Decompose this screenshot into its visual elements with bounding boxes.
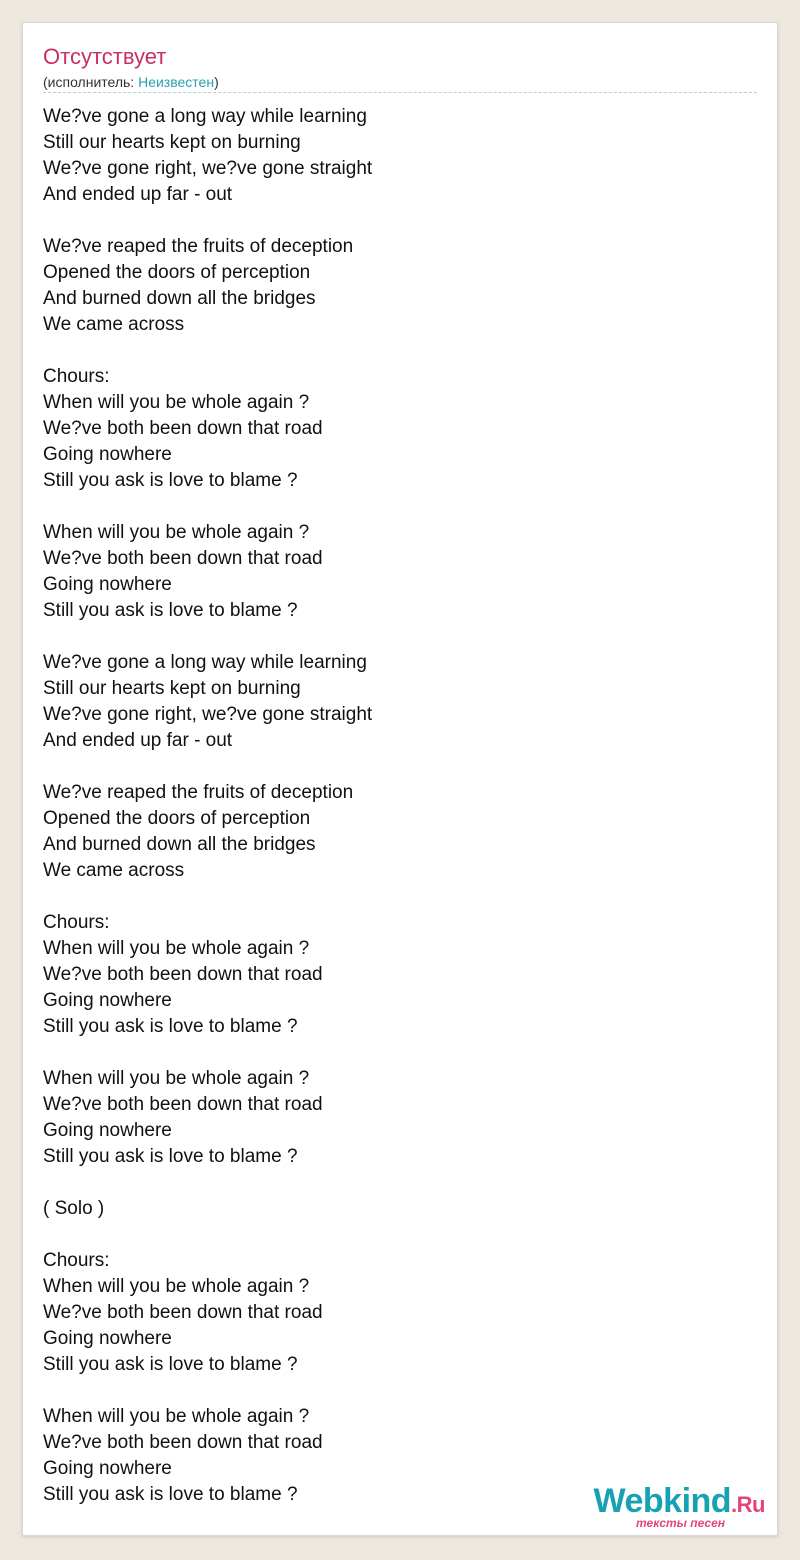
lyric-line	[43, 1040, 372, 1066]
lyric-line: We came across	[43, 314, 185, 335]
lyric-line: We came across	[43, 860, 185, 881]
lyric-line: And ended up far - out	[43, 730, 233, 751]
lyric-line	[43, 1222, 372, 1248]
lyric-line	[43, 338, 372, 364]
lyric-line	[43, 624, 372, 650]
logo-main-text: Webkind	[593, 1482, 732, 1520]
lyric-line	[43, 208, 372, 234]
lyrics-text	[43, 104, 372, 1508]
lyric-line: Still you ask is love to blame ?	[43, 1354, 298, 1375]
lyric-line	[43, 1170, 372, 1196]
lyric-line: Going nowhere	[43, 574, 172, 595]
lyric-line: Going nowhere	[43, 990, 172, 1011]
artist-line	[43, 73, 219, 91]
lyric-line: Going nowhere	[43, 444, 172, 465]
lyric-line: ( Solo )	[43, 1198, 105, 1219]
logo-tld: .Ru	[731, 1492, 765, 1517]
lyric-line: We?ve both been down that road	[43, 1302, 323, 1323]
lyric-line: And burned down all the bridges	[43, 288, 316, 309]
lyric-line: Going nowhere	[43, 1120, 172, 1141]
song-title: Отсутствует	[43, 44, 167, 69]
lyric-line: When will you be whole again ?	[43, 522, 310, 543]
lyric-line: Going nowhere	[43, 1328, 172, 1349]
lyric-line: Still our hearts kept on burning	[43, 678, 301, 699]
lyric-line: We?ve both been down that road	[43, 418, 323, 439]
lyric-line: Opened the doors of perception	[43, 808, 311, 829]
lyric-line: We?ve both been down that road	[43, 1094, 323, 1115]
lyric-line: Still you ask is love to blame ?	[43, 470, 298, 491]
lyric-line: We?ve reaped the fruits of deception	[43, 236, 354, 257]
lyric-line	[43, 494, 372, 520]
lyric-line: Still you ask is love to blame ?	[43, 1146, 298, 1167]
lyric-line: We?ve gone right, we?ve gone straight	[43, 704, 373, 725]
lyric-line: We?ve gone a long way while learning	[43, 652, 367, 673]
webkind-logo[interactable]	[571, 1481, 771, 1531]
lyric-line	[43, 754, 372, 780]
lyric-line: We?ve both been down that road	[43, 1432, 323, 1453]
lyric-line: Opened the doors of perception	[43, 262, 311, 283]
lyric-line: We?ve both been down that road	[43, 964, 323, 985]
lyric-line: When will you be whole again ?	[43, 938, 310, 959]
lyric-line: Going nowhere	[43, 1458, 172, 1479]
lyric-line: We?ve gone right, we?ve gone straight	[43, 158, 373, 179]
lyric-line	[43, 884, 372, 910]
title-divider	[43, 92, 757, 93]
lyric-line: And burned down all the bridges	[43, 834, 316, 855]
lyric-line: Still you ask is love to blame ?	[43, 600, 298, 621]
lyrics-card	[22, 22, 778, 1536]
lyric-line	[43, 1378, 372, 1404]
artist-prefix: (исполнитель:	[43, 74, 139, 90]
lyric-line: Chours:	[43, 912, 110, 933]
artist-suffix: )	[214, 74, 219, 90]
lyric-line: Chours:	[43, 366, 110, 387]
lyric-line: Still our hearts kept on burning	[43, 132, 301, 153]
lyric-line: Still you ask is love to blame ?	[43, 1016, 298, 1037]
lyric-line: When will you be whole again ?	[43, 1068, 310, 1089]
lyric-line: When will you be whole again ?	[43, 1276, 310, 1297]
lyric-line: Chours:	[43, 1250, 110, 1271]
logo-tagline: тексты песен	[636, 1516, 725, 1530]
lyric-line: And ended up far - out	[43, 184, 233, 205]
lyric-line: When will you be whole again ?	[43, 392, 310, 413]
lyric-line: We?ve reaped the fruits of deception	[43, 782, 354, 803]
lyric-line: When will you be whole again ?	[43, 1406, 310, 1427]
lyric-line: Still you ask is love to blame ?	[43, 1484, 298, 1505]
lyric-line: We?ve both been down that road	[43, 548, 323, 569]
artist-link[interactable]: Неизвестен	[138, 74, 215, 90]
lyric-line: We?ve gone a long way while learning	[43, 106, 367, 127]
